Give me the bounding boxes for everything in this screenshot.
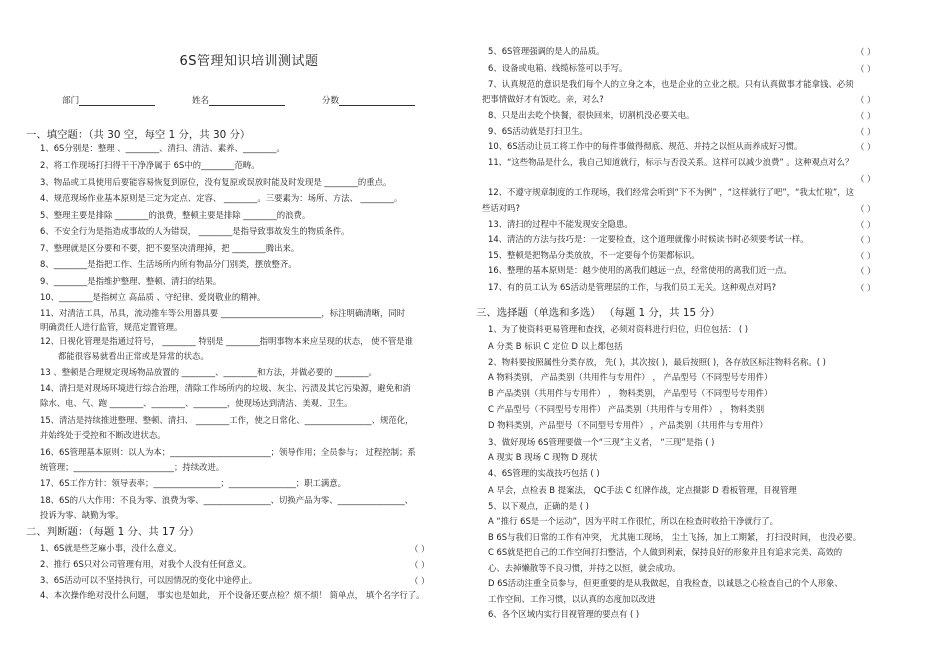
question-line: 1、6S分别是：整理 、________、清扫、清洁、素养、________。	[40, 143, 285, 153]
question-line: A 现实 B 现场 C 现物 D 现状	[488, 452, 598, 462]
field-label: 姓名	[191, 96, 210, 106]
question-line: 2、将工作现场打扫得干干净净属于 6S中的________范畴。	[40, 160, 260, 170]
question-line: A 物料类别， 产品类别（共用件与专用件） ， 产品型号（不同型号专用件）	[488, 372, 773, 382]
question-line: 17、有的员工认为 6S活动是管理层的工作，与我们员工无关。这种观点对吗?	[488, 282, 777, 292]
question-line: 9、________是指维护整理、整顿、清扫的结果。	[40, 276, 222, 286]
question-line: 3、做好现场 6S管理要做一个“三现”主义者， “三现”是指 ( )	[488, 437, 715, 447]
question-line: 14、清洁的方法与技巧是：一定要检查，这个道理就像小时候读书时必须要考试一样。	[488, 234, 809, 244]
question-line: 除水、电、气、跑 ________、________、________，使现场达到清洁、美观、卫生。	[40, 398, 353, 408]
answer-paren: （ ）	[856, 127, 876, 137]
answer-paren: （ ）	[856, 64, 876, 74]
field-name	[192, 94, 295, 106]
field-label: 分数	[321, 96, 340, 106]
question-line: 3、6S活动可以不坚持执行，可以因情况的变化中途停止。	[40, 575, 257, 585]
question-line: B 6S与我们日常的工作有冲突， 尤其施工现场， 尘土飞扬，加上工期紧， 打扫没时间， 也没必要。	[488, 532, 862, 542]
answer-paren: （ ）	[410, 576, 430, 586]
header-fields	[62, 94, 458, 106]
question-line: 15、整顿是把物品分类放放，不一定要每个仿架都标识。	[488, 250, 700, 260]
question-line: 心、去掉懒散等不良习惯，并持之以恒，就会成功。	[488, 563, 681, 573]
answer-paren: （ ）	[856, 266, 876, 276]
section-heading-choice: 三、选择题（单选和多选） （每题 1 分，共 15 分）	[476, 307, 721, 319]
question-line: 并始终处于受控和不断改进状态。	[40, 430, 166, 440]
question-line: 6、各个区域内实行目视管理的要点有 ( )	[488, 609, 640, 619]
question-line: 2、推行 6S只对公司管理有用，对我个人没有任何意义。	[40, 559, 252, 569]
question-line: 11、对清洁工具，吊具，流动推车等公用器具要 ________________________，标注明确清晰，同时	[40, 308, 406, 318]
question-line: A “推行 6S是一个运动”，因为平时工作很忙，所以在检查时收拾干净就行了。	[488, 516, 778, 526]
answer-paren: （ ）	[856, 95, 876, 105]
question-line: 都能很容易就看出正常或是异常的状态。	[58, 351, 209, 361]
question-line: 7、认真规范的意识是我们每个人的立身之本，也是企业的立业之根。只有认真做事才能拿钱、必须	[488, 79, 854, 89]
answer-paren: （ ）	[856, 251, 876, 261]
answer-paren: （ ）	[856, 111, 876, 121]
answer-paren: （ ）	[856, 283, 876, 293]
question-line: 10、6S活动让员工将工作中的每件事做得彻底、规范、并持之以恒从而养成好习惯。	[488, 141, 803, 151]
question-line: 5、6S管理强调的是人的品质。	[488, 46, 605, 56]
question-line: 14、清扫是对现场环境进行综合治理，清除工作场所内的垃圾、灰尘、污渍及其它污染源，避免和消	[40, 383, 411, 393]
question-line: 13、清扫的过程中不能发现安全隐患。	[488, 219, 633, 229]
field-department	[62, 94, 165, 106]
question-line: 7、整理就是区分要和不要，把不要坚决清理掉，把 ________腾出来。	[40, 243, 300, 253]
answer-paren: （ ）	[856, 142, 876, 152]
question-line: A 分类 B 标识 C 定位 D 以上都包括	[488, 341, 623, 351]
answer-paren: （ ）	[410, 560, 430, 570]
question-line: 投诉为零、缺勤为零。	[40, 510, 124, 520]
question-line: 9、6S活动就是打扫卫生。	[488, 126, 588, 136]
question-line: 1、为了使资料更易管理和查找，必须对资料进行归位，归位包括： ( )	[488, 324, 749, 334]
answer-paren: （ ）	[856, 220, 876, 230]
field-score	[322, 94, 425, 106]
answer-paren: （ ）	[410, 544, 430, 554]
section-heading-judge: 二、判断题：（每题 1 分、共 17 分）	[26, 526, 200, 538]
question-line: 统管理；________________________；持续改进。	[40, 462, 225, 472]
question-line: 些话对吗?	[482, 203, 520, 213]
question-line: 17、6S工作方针：领导表率；________________；________________；职工满意。	[40, 478, 347, 488]
field-label: 部门	[62, 96, 80, 106]
question-line: 4、规范现场作业基本原则是三定为定点、定容、 ________。三要素为：场所、方法、 ________。	[40, 193, 403, 203]
question-line: 明确责任人进行监管，规范定置管理。	[40, 322, 183, 332]
page-title: 6S管理知识培训测试题	[179, 54, 319, 69]
question-line: 12、日视化管理是指通过符号， ________ 特别是 ________指明事物本来应呈现的状态， 使不管是谁	[40, 336, 414, 346]
question-line: 4、本次操作绝对没什么问题， 事实也是如此， 开个设备还要点检？烦不烦！ 简单点， 填个名字行了。	[40, 590, 425, 600]
question-line: 2、物料要按照属性分类存放， 先( )，其次按( )，最后按照( )，各存放区标注物料名称。( )	[488, 357, 826, 367]
question-line: D 6S活动注重全员参与，但更重要的是从我做起，自我检查，以诚恳之心检查自己的个人形象、	[488, 578, 843, 588]
question-line: 18、6S的八大作用：不良为零、浪费为零、________________、切换产品为零、________________、	[40, 495, 414, 505]
question-line: 16、整理的基本原则是：越少使用的离我们越远一点，经常使用的离我们近一点。	[488, 265, 792, 275]
question-line: 8、只是出去吃个快餐，很快回来，切割机没必要关电。	[488, 110, 695, 120]
question-line: 4、6S管理的实战技巧包括 ( )	[488, 468, 600, 478]
section-heading-fill: 一、填空题：（共 30 空，每空 1 分，共 30 分）	[26, 129, 251, 141]
answer-paren: （ ）	[856, 204, 876, 214]
question-line: 5、以下观点，正确的是 ( )	[488, 501, 589, 511]
question-line: D 物料类别，产品型号（不同型号专用件） ，产品类别（共用件与专用件）	[488, 420, 768, 430]
question-line: A 早会，点检表 B 提案法， QC手法 C 红牌作战，定点摄影 D 看板管理，目视管理	[488, 485, 797, 495]
question-line: 把事情做好才有饭吃。亲，对么?	[482, 94, 604, 104]
question-line: 5、整理主要是排除 ________的浪费，整顿主要是排除 ________的浪费。	[40, 210, 311, 220]
question-line: 6、设备或电箱、线缆标签可以手写。	[488, 63, 628, 73]
blank-line	[79, 97, 155, 106]
question-line: 16、6S管理基本原则：以人为本；________________________；领导作用；全员参与； 过程控制；系	[40, 447, 416, 457]
question-line: 13 、整顿是合理规定现场物品放置的 ________、________和方法，并做必要的 ________。	[40, 367, 377, 377]
question-line: C 产品型号（不同型号专用件） 产品类别（共用件与专用件） ， 物料类别	[488, 404, 765, 414]
question-line: 11、“这些物品是什么，我自己知道就行，标示与否没关系。这样可以减少浪费” 。这种观点对么？	[488, 157, 854, 167]
question-line: 8、________是指把工作、生活场所内所有物品分门别类，摆放整齐。	[40, 259, 297, 269]
question-line: 1、6S就是些芝麻小事，没什么意义。	[40, 543, 182, 553]
question-line: 15、清洁是持续推进整理、整顿、清扫、 ________工作，使之日常化、________________、规范化，	[40, 415, 414, 425]
question-line: 工作空间、工作习惯，以认真的态度加以改进	[488, 594, 656, 604]
question-line: C 6S就是把自己的工作空间打扫整洁，个人做到利索，保持良好的形象并且有追求完美、高效的	[488, 547, 843, 557]
blank-line	[339, 97, 415, 106]
question-line: 6、不安全行为是指造成事故的人为错误， ________是指导致事故发生的物质条件。	[40, 226, 350, 236]
question-line: B 产品类别（共用件与专用件） ， 物料类别， 产品型号（不同型号专用件）	[488, 388, 773, 398]
blank-line	[209, 97, 285, 106]
answer-paren: （ ）	[856, 235, 876, 245]
answer-paren: （ ）	[856, 47, 876, 57]
answer-paren: （ ）	[856, 174, 876, 184]
question-line: 10、________是指树立 高品质 、守纪律、爱岗敬业的精神。	[40, 292, 266, 302]
question-line: 3、物品或工具使用后要能容易恢复到原位，没有复原或误放时能及时发现是 ________的重点。	[40, 177, 392, 187]
question-line: 12、不遵守规章制度的工作现场，我们经常会听到“下不为例” ，“这样就行了吧”，“我太忙啦”，这	[488, 187, 854, 197]
